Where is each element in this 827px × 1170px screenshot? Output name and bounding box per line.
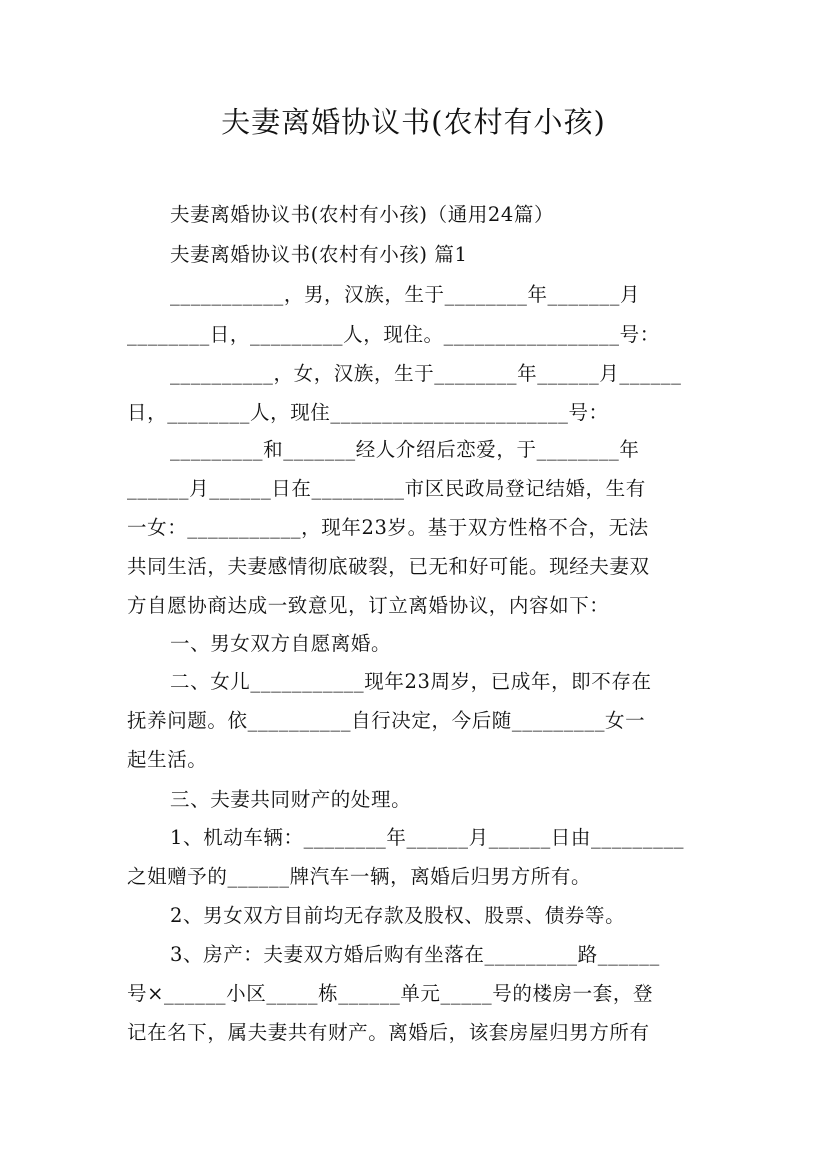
paragraph-line: 方自愿协商达成一致意见，订立离婚协议，内容如下： [127, 594, 610, 617]
subtitle-line: 夫妻离婚协议书(农村有小孩)（通用24篇） [170, 203, 555, 226]
clause-item: 三、夫妻共同财产的处理。 [170, 788, 412, 811]
paragraph-line: 记在名下，属夫妻共有财产。离婚后，该套房屋归男方所有 [127, 1021, 650, 1044]
paragraph-line: 共同生活，夫妻感情彻底破裂，已无和好可能。现经夫妻双 [127, 555, 650, 578]
paragraph-line: ______月______日在_________市区民政局登记结婚，生有 [127, 477, 646, 500]
clause-item: 一、男女双方自愿离婚。 [170, 632, 392, 655]
paragraph-line: 一女：___________，现年23岁。基于双方性格不合，无法 [127, 516, 649, 539]
paragraph-line: 起生活。 [127, 748, 208, 771]
section-heading: 夫妻离婚协议书(农村有小孩) 篇1 [170, 243, 468, 266]
paragraph-line: 日，________人，现住_______________________号： [127, 401, 609, 424]
paragraph-line: 之姐赠予的______牌汽车一辆，离婚后归男方所有。 [127, 865, 592, 888]
clause-item: 3、房产：夫妻双方婚后购有坐落在_________路______ [170, 943, 660, 966]
paragraph-line: _________和_______经人介绍后恋爱，于________年 [170, 438, 640, 461]
clause-item: 2、男女双方目前均无存款及股权、股票、债券等。 [170, 904, 626, 927]
clause-item: 二、女儿___________现年23周岁，已成年，即不存在 [170, 670, 652, 693]
paragraph-line: __________，女，汉族，生于________年______月______ [170, 362, 682, 385]
paragraph-line: 抚养问题。依__________自行决定，今后随_________女一 [127, 709, 646, 732]
clause-item: 1、机动车辆：________年______月______日由_________ [170, 826, 685, 849]
document-title: 夫妻离婚协议书(农村有小孩) [221, 105, 606, 139]
paragraph-line: 号×______小区_____栋______单元_____号的楼房一套，登 [127, 982, 654, 1005]
paragraph-line: ________日，_________人，现住。_________________号： [127, 323, 660, 346]
paragraph-line: ___________，男，汉族，生于________年_______月 [170, 283, 641, 306]
